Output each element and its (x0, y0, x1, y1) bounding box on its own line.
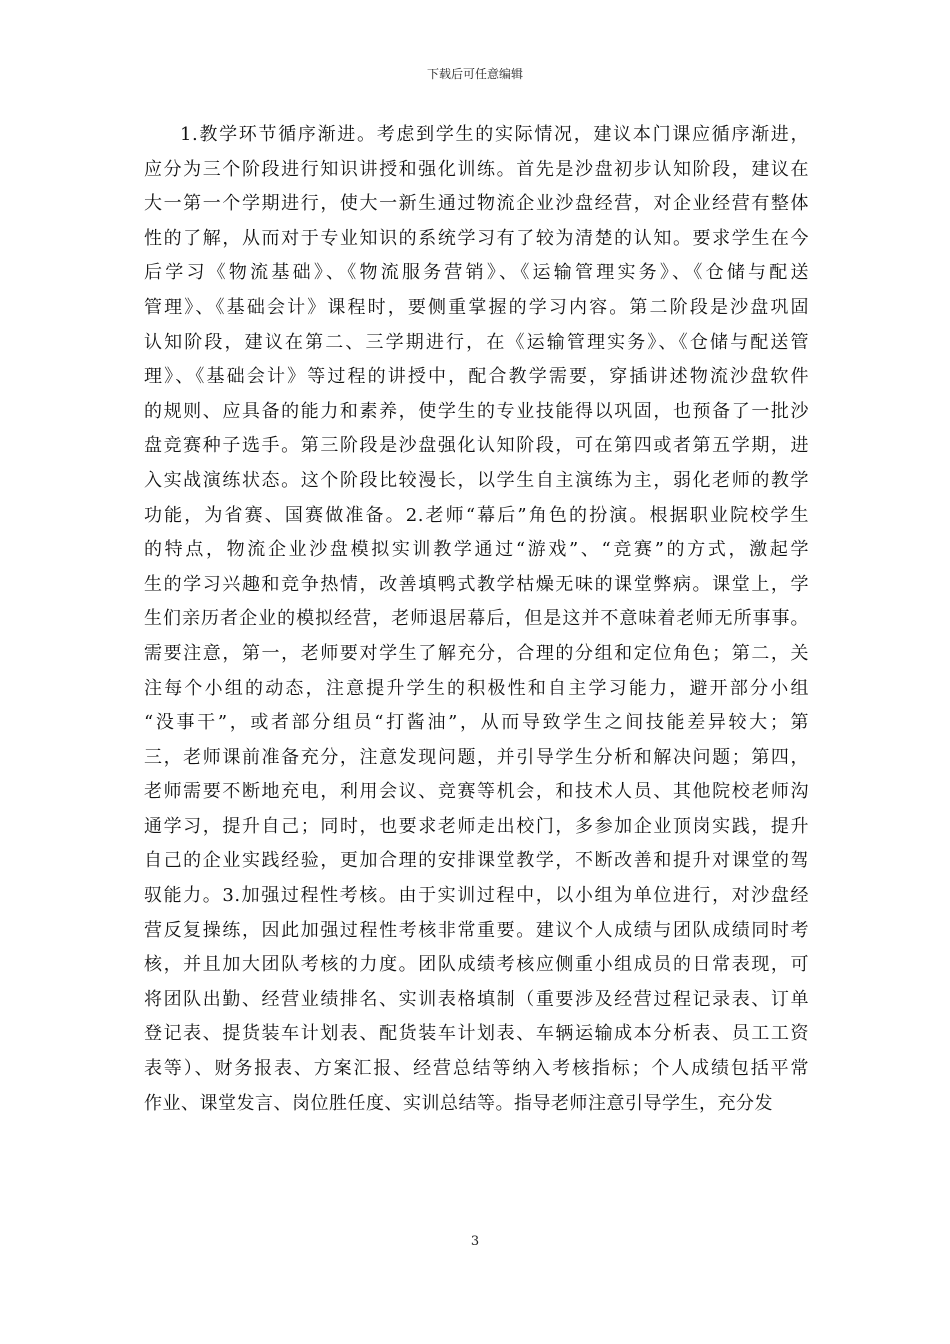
text-line: 入实战演练状态。这个阶段比较漫长，以学生自主演练为主，弱化老师的教学 (144, 469, 809, 491)
text-line: 理》、《基础会计》等过程的讲授中，配合教学需要，穿插讲述物流沙盘软件 (144, 366, 809, 388)
text-line: 盘竞赛种子选手。第三阶段是沙盘强化认知阶段，可在第四或者第五学期，进 (144, 435, 809, 457)
text-line: 营反复操练，因此加强过程性考核非常重要。建议个人成绩与团队成绩同时考 (144, 919, 809, 941)
text-line: 登记表、提货装车计划表、配货装车计划表、车辆运输成本分析表、员工工资 (144, 1023, 809, 1045)
text-line: 老师需要不断地充电，利用会议、竞赛等机会，和技术人员、其他院校老师沟 (144, 781, 809, 803)
text-line: 核，并且加大团队考核的力度。团队成绩考核应侧重小组成员的日常表现，可 (144, 954, 809, 976)
text-line: “没事干”，或者部分组员“打酱油”，从而导致学生之间技能差异较大；第 (144, 712, 809, 734)
text-line: 生们亲历者企业的模拟经营，老师退居幕后，但是这并不意味着老师无所事事。 (144, 608, 809, 630)
text-line: 通学习，提升自己；同时，也要求老师走出校门，多参加企业顶岗实践，提升 (144, 815, 809, 837)
text-line: 性的了解，从而对于专业知识的系统学习有了较为清楚的认知。要求学生在今 (144, 227, 809, 249)
text-line: 自己的企业实践经验，更加合理的安排课堂教学，不断改善和提升对课堂的驾 (144, 850, 809, 872)
text-line: 表等）、财务报表、方案汇报、经营总结等纳入考核指标；个人成绩包括平常 (144, 1058, 809, 1080)
text-line: 1.教学环节循序渐进。考虑到学生的实际情况，建议本门课应循序渐进， (180, 124, 809, 145)
text-line: 将团队出勤、经营业绩排名、实训表格填制（重要涉及经营过程记录表、订单 (144, 988, 809, 1010)
text-line: 认知阶段，建议在第二、三学期进行，在《运输管理实务》、《仓储与配送管 (144, 331, 809, 353)
text-line: 后学习《物流基础》、《物流服务营销》、《运输管理实务》、《仓储与配送 (144, 262, 809, 284)
text-line: 驭能力。3.加强过程性考核。由于实训过程中，以小组为单位进行，对沙盘经 (144, 885, 809, 907)
text-line: 的特点，物流企业沙盘模拟实训教学通过“游戏”、“竞赛”的方式，激起学 (144, 539, 809, 561)
page-number: 3 (470, 1234, 480, 1249)
text-line: 应分为三个阶段进行知识讲授和强化训练。首先是沙盘初步认知阶段，建议在 (144, 158, 809, 180)
text-line: 生的学习兴趣和竞争热情，改善填鸭式教学枯燥无味的课堂弊病。课堂上，学 (144, 573, 809, 595)
body-paragraph (144, 118, 809, 1121)
text-line: 作业、课堂发言、岗位胜任度、实训总结等。指导老师注意引导学生，充分发 (144, 1092, 773, 1114)
text-line: 的规则、应具备的能力和素养，使学生的专业技能得以巩固，也预备了一批沙 (144, 400, 809, 422)
text-line: 功能，为省赛、国赛做准备。2.老师“幕后”角色的扮演。根据职业院校学生 (144, 504, 809, 526)
text-line: 管理》、《基础会计》课程时，要侧重掌握的学习内容。第二阶段是沙盘巩固 (144, 296, 809, 318)
text-line: 大一第一个学期进行，使大一新生通过物流企业沙盘经营，对企业经营有整体 (144, 193, 809, 215)
text-line: 注每个小组的动态，注意提升学生的积极性和自主学习能力，避开部分小组 (144, 677, 809, 699)
text-line: 需要注意，第一，老师要对学生了解充分，合理的分组和定位角色；第二，关 (144, 642, 809, 664)
text-line: 三，老师课前准备充分，注意发现问题，并引导学生分析和解决问题；第四， (144, 746, 809, 768)
page-header: 下载后可任意编辑 (426, 67, 523, 81)
